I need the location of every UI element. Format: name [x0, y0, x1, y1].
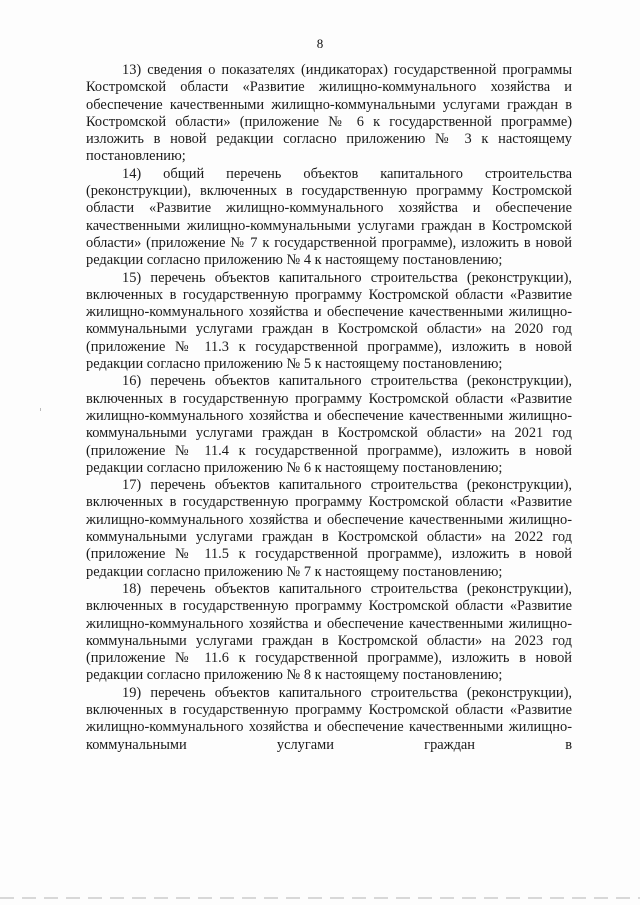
scan-artifact-edge [0, 897, 640, 899]
paragraph-item-13: 13) сведения о показателях (индикаторах) государственной программы Костромской области «Развитие жилищно-коммунального хозяйства и обеспечение качественными жилищно-коммунальными услугами граждан в Костромской области» (приложение № 6 к государственной программе) изложить в новой редакции согласно приложению № 3 к настоящему постановлению; [86, 62, 572, 165]
document-body [86, 62, 572, 754]
paragraph-item-15: 15) перечень объектов капитального строительства (реконструкции), включенных в государственную программу Костромской области «Развитие жилищно-коммунального хозяйства и обеспечение качественными жилищно-коммунальными услугами граждан в Костромской области» на 2020 год (приложение № 11.3 к государственной программе), изложить в новой редакции согласно приложению № 5 к настоящему постановлению; [86, 269, 572, 373]
paragraph-item-18: 18) перечень объектов капитального строительства (реконструкции), включенных в государственную программу Костромской области «Развитие жилищно-коммунального хозяйства и обеспечение качественными жилищно-коммунальными услугами граждан в Костромской области» на 2023 год (приложение № 11.6 к государственной программе), изложить в новой редакции согласно приложению № 8 к настоящему постановлению; [86, 580, 572, 684]
page-number: 8 [316, 36, 324, 51]
paragraph-item-17: 17) перечень объектов капитального строительства (реконструкции), включенных в государственную программу Костромской области «Развитие жилищно-коммунального хозяйства и обеспечение качественными жилищно-коммунальными услугами граждан в Костромской области» на 2022 год (приложение № 11.5 к государственной программе), изложить в новой редакции согласно приложению № 7 к настоящему постановлению; [86, 477, 572, 580]
scan-artifact-mark [40, 408, 41, 411]
paragraph-item-16: 16) перечень объектов капитального строительства (реконструкции), включенных в государственную программу Костромской области «Развитие жилищно-коммунального хозяйства и обеспечение качественными жилищно-коммунальными услугами граждан в Костромской области» на 2021 год (приложение № 11.4 к государственной программе), изложить в новой редакции согласно приложению № 6 к настоящему постановлению; [86, 373, 572, 476]
paragraph-item-19: 19) перечень объектов капитального строительства (реконструкции), включенных в государственную программу Костромской области «Развитие жилищно-коммунального хозяйства и обеспечение качественными жилищно-коммунальными услугами граждан в [86, 684, 572, 753]
paragraph-item-14: 14) общий перечень объектов капитального строительства (реконструкции), включенных в государственную программу Костромской области «Развитие жилищно-коммунального хозяйства и обеспечение качественными жилищно-коммунальными услугами граждан в Костромской области» (приложение № 7 к государственной программе), изложить в новой редакции согласно приложению № 4 к настоящему постановлению; [86, 165, 572, 269]
